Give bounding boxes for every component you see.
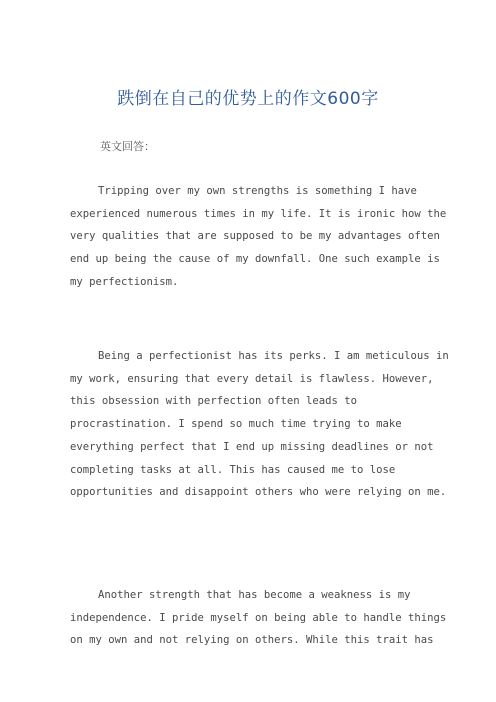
section-heading: 英文回答： xyxy=(100,140,155,153)
paragraph-2 xyxy=(70,345,449,504)
paragraph-line: independence. I pride myself on being able to handle things xyxy=(70,611,447,624)
document-title: 跌倒在自己的优势上的作文600字 xyxy=(117,89,379,109)
paragraph-3 xyxy=(70,584,447,652)
paragraph-line: my perfectionism. xyxy=(70,275,179,288)
paragraph-line: this obsession with perfection often leads to xyxy=(70,395,358,408)
paragraph-line: Being a perfectionist has its perks. I am meticulous in xyxy=(98,350,449,362)
paragraph-line: my work, ensuring that every detail is flawless. However, xyxy=(70,372,434,385)
paragraph-line: Tripping over my own strengths is something I have xyxy=(98,185,417,197)
paragraph-line: end up being the cause of my downfall. One such example is xyxy=(70,253,440,266)
paragraph-1 xyxy=(70,180,447,294)
paragraph-line: Another strength that has become a weakness is my xyxy=(98,589,411,601)
paragraph-line: opportunities and disappoint others who were relying on me. xyxy=(70,486,447,499)
paragraph-line: procrastination. I spend so much time trying to make xyxy=(70,418,402,431)
paragraph-line: experienced numerous times in my life. It is ironic how the xyxy=(70,207,447,220)
paragraph-line: on my own and not relying on others. While this trait has xyxy=(70,634,434,647)
paragraph-line: completing tasks at all. This has caused me to lose xyxy=(70,463,396,476)
paragraph-line: everything perfect that I end up missing deadlines or not xyxy=(70,440,434,453)
paragraph-line: very qualities that are supposed to be my advantages often xyxy=(70,230,440,243)
